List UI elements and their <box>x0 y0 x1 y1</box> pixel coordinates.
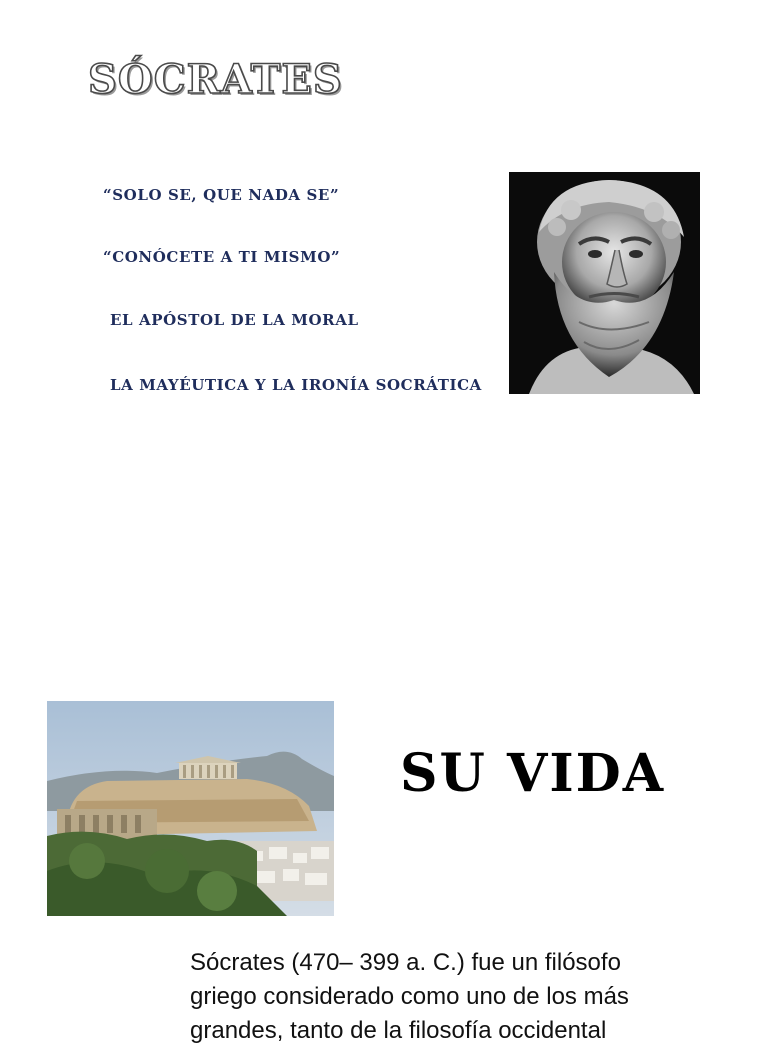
quote-4: LA MAYÉUTICA Y LA IRONÍA SOCRÁTICA <box>110 376 482 394</box>
section-title: SU VIDA <box>400 743 666 804</box>
page-title: SÓCRATES <box>88 56 343 103</box>
acropolis-photo <box>47 701 334 916</box>
quote-2: “CONÓCETE A TI MISMO” <box>103 248 341 266</box>
body-paragraph: Sócrates (470– 399 a. C.) fue un filósofo griego considerado como uno de los más grandes, tanto de la filosofía occidental <box>190 949 629 1044</box>
quote-3: EL APÓSTOL DE LA MORAL <box>110 311 359 329</box>
socrates-bust-image <box>509 172 700 394</box>
quote-1: “SOLO SE, QUE NADA SE” <box>103 186 340 204</box>
